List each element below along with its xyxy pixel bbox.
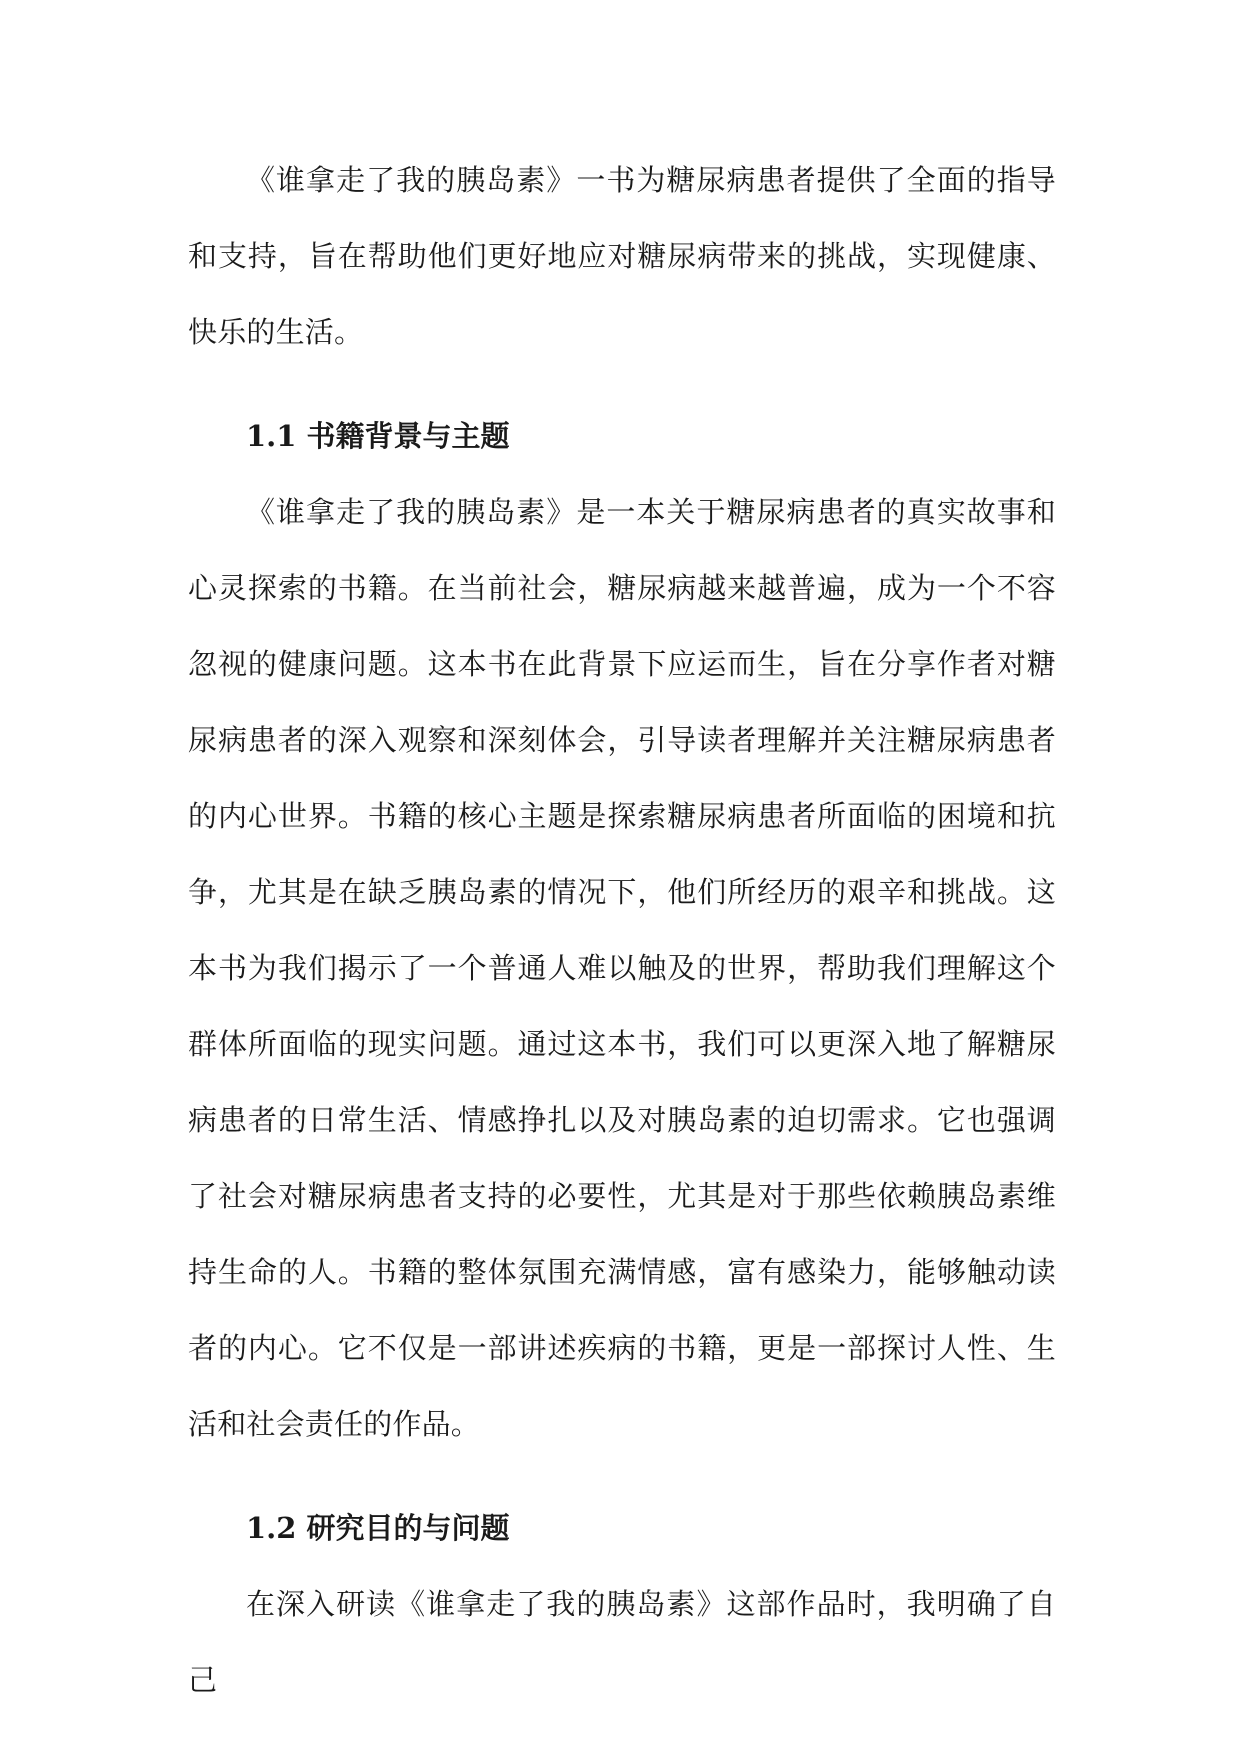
section-1-1-paragraph: 《谁拿走了我的胰岛素》是一本关于糖尿病患者的真实故事和心灵探索的书籍。在当前社会，糖尿病越来越普遍，成为一个不容忽视的健康问题。这本书在此背景下应运而生，旨在分享作者对糖尿病患者的深入观察和深刻体会，引导读者理解并关注糖尿病患者的内心世界。书籍的核心主题是探索糖尿病患者所面临的困境和抗争，尤其是在缺乏胰岛素的情况下，他们所经历的艰辛和挑战。这本书为我们揭示了一个普通人难以触及的世界，帮助我们理解这个群体所面临的现实问题。通过这本书，我们可以更深入地了解糖尿病患者的日常生活、情感挣扎以及对胰岛素的迫切需求。它也强调了社会对糖尿病患者支持的必要性，尤其是对于那些依赖胰岛素维持生命的人。书籍的整体氛围充满情感，富有感染力，能够触动读者的内心。它不仅是一部讲述疾病的书籍，更是一部探讨人性、生活和社会责任的作品。 xyxy=(188,495,1056,1441)
intro-paragraph: 《谁拿走了我的胰岛素》一书为糖尿病患者提供了全面的指导和支持，旨在帮助他们更好地应对糖尿病带来的挑战，实现健康、快乐的生活。 xyxy=(188,163,1056,349)
section-heading-1-1: 1.1 书籍背景与主题 xyxy=(246,419,510,453)
section-heading-1-2: 1.2 研究目的与问题 xyxy=(246,1511,510,1545)
document-body xyxy=(188,142,1056,1718)
section-1-2-paragraph: 在深入研读《谁拿走了我的胰岛素》这部作品时，我明确了自己 xyxy=(188,1587,1056,1697)
